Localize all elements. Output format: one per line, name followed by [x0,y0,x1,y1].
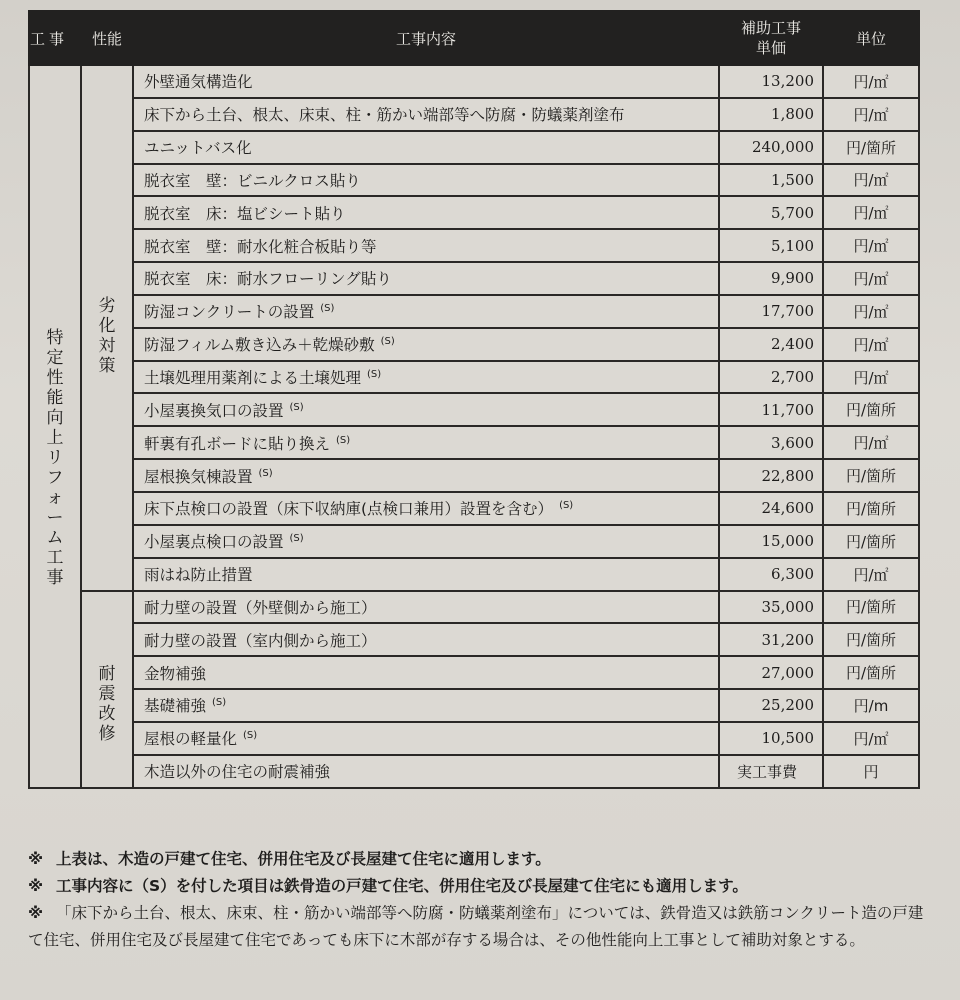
item-text: 耐力壁の設置（室内側から施工） [144,631,377,650]
subsidy-table [28,10,920,789]
item-cell [133,459,719,492]
unit-cell: 円/㎡ [823,262,919,295]
table-row [29,262,919,295]
unit-cell: 円/箇所 [823,459,919,492]
item-cell [133,164,719,197]
unit-cell: 円/箇所 [823,131,919,164]
item-cell [133,656,719,689]
table-row [29,361,919,394]
table-row [29,459,919,492]
item-cell [133,262,719,295]
note-1: ※ 上表は、木造の戸建て住宅、併用住宅及び長屋建て住宅に適用します。 [28,846,933,873]
header-content: 工事内容 [133,11,719,65]
unit-cell: 円/㎡ [823,558,919,591]
item-cell [133,196,719,229]
price-cell: 実工事費 [719,755,823,788]
table-row [29,328,919,361]
unit-cell: 円/㎡ [823,98,919,131]
item-cell [133,328,719,361]
item-text: 土壌処理用薬剤による土壌処理 [144,369,362,388]
table-row [29,525,919,558]
price-cell: 3,600 [719,426,823,459]
note-mark: ※ [28,850,44,868]
price-cell: 31,200 [719,623,823,656]
note-3: ※ 「床下から土台、根太、床束、柱・筋かい端部等へ防腐・防蟻薬剤塗布」については、鉄骨造又は鉄筋コンクリート造の戸建て住宅、併用住宅及び長屋建て住宅であっても床下に木部が存する場合は、その他性能向上工事として補助対象とする。 [28,900,933,954]
steel-applicable-mark: (S) [336,434,351,446]
note-2: ※ 工事内容に（S）を付した項目は鉄骨造の戸建て住宅、併用住宅及び長屋建て住宅にも適用します。 [28,873,933,900]
item-text: 雨はね防止措置 [144,566,253,585]
header-perf: 性能 [81,11,133,65]
item-cell [133,131,719,164]
item-text: 小屋裏換気口の設置 [144,401,284,420]
item-text: 木造以外の住宅の耐震補強 [144,763,331,782]
item-text: 床下から土台、根太、床束、柱・筋かい端部等へ防腐・防蟻薬剤塗布 [144,106,625,125]
price-cell: 1,500 [719,164,823,197]
unit-cell: 円/㎡ [823,722,919,755]
unit-cell: 円/㎡ [823,164,919,197]
unit-cell: 円/㎡ [823,196,919,229]
unit-cell: 円 [823,755,919,788]
table-row [29,722,919,755]
steel-applicable-mark: (S) [380,336,395,348]
table-header-row [29,11,919,65]
unit-cell: 円/箇所 [823,591,919,624]
notes [28,846,933,954]
price-cell: 5,700 [719,196,823,229]
price-cell: 27,000 [719,656,823,689]
table-row [29,426,919,459]
price-cell: 9,900 [719,262,823,295]
price-cell: 10,500 [719,722,823,755]
table-row [29,196,919,229]
price-cell: 15,000 [719,525,823,558]
price-cell: 25,200 [719,689,823,722]
unit-cell: 円/箇所 [823,623,919,656]
table-row [29,295,919,328]
item-cell [133,722,719,755]
price-cell: 17,700 [719,295,823,328]
item-cell [133,755,719,788]
item-text: 基礎補強 [144,697,207,716]
steel-applicable-mark: (S) [289,401,304,413]
item-text: 外壁通気構造化 [144,73,253,92]
unit-cell: 円/箇所 [823,525,919,558]
table-row [29,164,919,197]
item-cell [133,525,719,558]
item-cell [133,393,719,426]
unit-cell: 円/㎡ [823,229,919,262]
header-unit-price: 補助工事単価 [719,11,823,65]
header-kind: 工事 [29,11,81,65]
table-row [29,591,919,624]
price-cell: 35,000 [719,591,823,624]
unit-cell: 円/箇所 [823,656,919,689]
steel-applicable-mark: (S) [212,697,227,709]
price-cell: 240,000 [719,131,823,164]
table-row [29,689,919,722]
item-cell [133,229,719,262]
price-cell: 11,700 [719,393,823,426]
table-row [29,393,919,426]
item-cell [133,98,719,131]
item-cell [133,558,719,591]
steel-applicable-mark: (S) [320,303,335,315]
item-text: 屋根の軽量化 [144,730,238,749]
note-mark: ※ [28,877,44,895]
unit-cell: 円/㎡ [823,361,919,394]
unit-cell: 円/㎡ [823,65,919,98]
table-row [29,558,919,591]
table-row [29,492,919,525]
steel-applicable-mark: (S) [258,467,273,479]
steel-applicable-mark: (S) [367,369,382,381]
category-seismic: 耐震改修 [81,591,133,788]
table-row [29,755,919,788]
item-cell [133,65,719,98]
item-text: 床下点検口の設置（床下収納庫(点検口兼用）設置を含む） [144,500,554,519]
price-cell: 6,300 [719,558,823,591]
steel-applicable-mark: (S) [559,500,574,512]
item-text: 防湿フィルム敷き込み＋乾燥砂敷 [144,336,375,355]
table-row [29,656,919,689]
category-main: 特定性能向上リフォーム工事 [29,65,81,788]
unit-cell: 円/㎡ [823,295,919,328]
unit-cell: 円/㎡ [823,328,919,361]
table-row [29,98,919,131]
category-deterioration: 劣化対策 [81,65,133,591]
item-cell [133,689,719,722]
price-cell: 24,600 [719,492,823,525]
price-cell: 1,800 [719,98,823,131]
steel-applicable-mark: (S) [289,533,304,545]
item-text: ユニットバス化 [144,139,252,158]
item-text: 耐力壁の設置（外壁側から施工） [144,598,377,617]
item-cell [133,492,719,525]
item-text: 脱衣室 床：塩ビシート貼り [144,204,346,223]
table-row [29,229,919,262]
item-text: 小屋裏点検口の設置 [144,533,284,552]
item-text: 脱衣室 壁：ビニルクロス貼り [144,171,361,190]
unit-cell: 円/箇所 [823,393,919,426]
price-cell: 2,700 [719,361,823,394]
steel-applicable-mark: (S) [243,730,258,742]
note-mark: ※ [28,904,44,922]
header-unit: 単位 [823,11,919,65]
table-row [29,623,919,656]
unit-cell: 円/m [823,689,919,722]
item-text: 金物補強 [144,664,207,683]
table-row [29,131,919,164]
table-row [29,65,919,98]
item-cell [133,591,719,624]
item-text: 屋根換気棟設置 [144,467,253,486]
price-cell: 5,100 [719,229,823,262]
item-text: 脱衣室 壁：耐水化粧合板貼り等 [144,237,377,256]
unit-cell: 円/㎡ [823,426,919,459]
item-text: 軒裏有孔ボードに貼り換え [144,434,331,453]
price-cell: 13,200 [719,65,823,98]
item-cell [133,361,719,394]
item-cell [133,295,719,328]
unit-cell: 円/箇所 [823,492,919,525]
price-cell: 2,400 [719,328,823,361]
item-text: 防湿コンクリートの設置 [144,303,315,322]
price-cell: 22,800 [719,459,823,492]
item-cell [133,426,719,459]
item-text: 脱衣室 床：耐水フローリング貼り [144,270,392,289]
item-cell [133,623,719,656]
